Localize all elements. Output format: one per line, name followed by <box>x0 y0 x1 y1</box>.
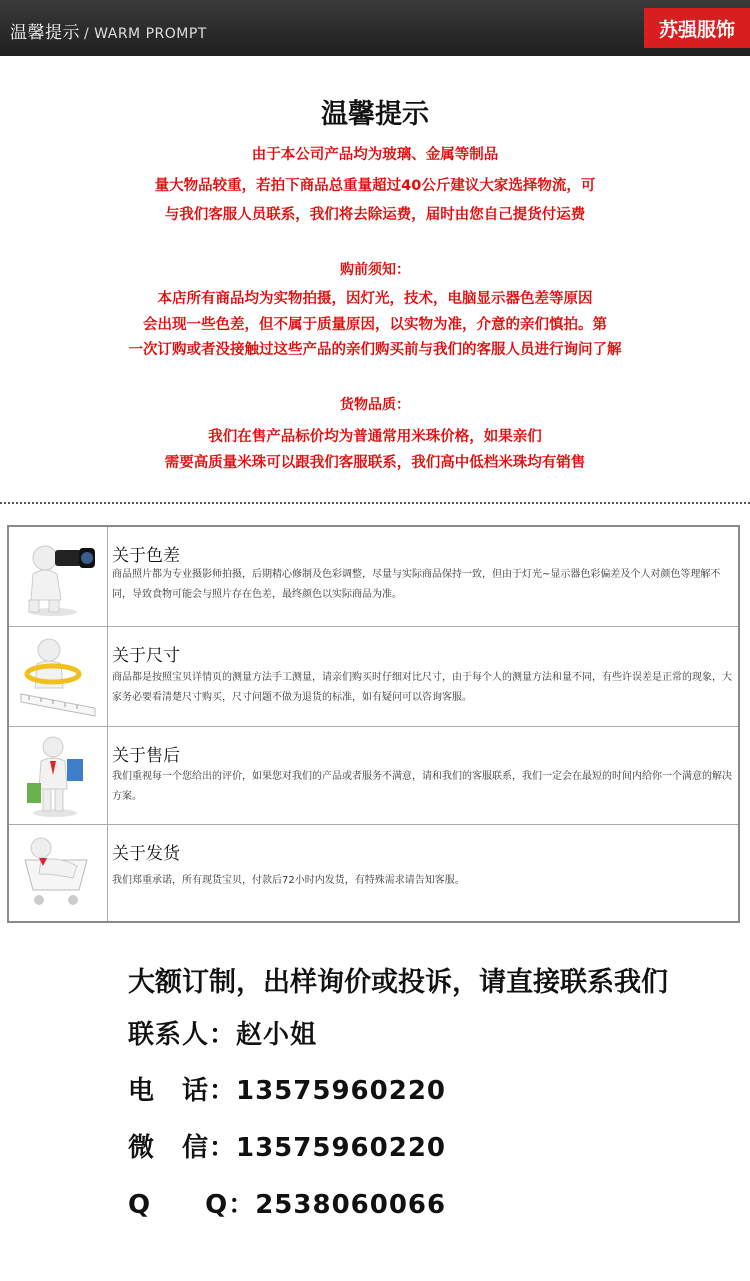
info-heading: 关于色差 <box>112 546 180 566</box>
top-header-bar <box>0 0 750 56</box>
dotted-divider <box>0 502 750 504</box>
info-text: 我们重视每一个您给出的评价，如果您对我们的产品或者服务不满意，请和我们的客服联系，我们一定会在最短的时间内给你一个满意的解决方案。 <box>112 771 732 802</box>
info-row-size <box>9 627 738 727</box>
notice-line: 量大物品较重，若拍下商品总重量超过40公斤建议大家选择物流，可 <box>154 178 596 194</box>
info-row-color <box>9 527 738 627</box>
header-subtitle: / WARM PROMPT <box>84 26 207 42</box>
contact-phone: 电 话：13575960220 <box>128 1076 446 1106</box>
notice-line: 我们在售产品标价均为普通常用米珠价格，如果亲们 <box>208 429 542 445</box>
info-text: 商品都是按照宝贝详情页的测量方法手工测量，请亲们购买时仔细对比尺寸，由于每个人的测量方法和量不同，有些许误差是正常的现象，大家务必要看清楚尺寸购买，尺寸问题不做为退货的标准，如有疑问可以咨询客服。 <box>112 672 732 703</box>
camera-person-icon <box>9 527 108 626</box>
contact-qq: Q Q：2538060066 <box>128 1190 447 1220</box>
info-text: 商品照片都为专业摄影师拍摄，后期精心修制及色彩调整，尽量与实际商品保持一致，但由于灯光~显示器色彩偏差及个人对颜色等理解不同，导致食物可能会与照片存在色差，最终颜色以实际商品为准。 <box>112 569 721 600</box>
notice-line: 由于本公司产品均为玻璃、金属等制品 <box>251 147 499 163</box>
contact-person: 联系人：赵小姐 <box>128 1020 318 1050</box>
notice-line: 一次订购或者没接触过这些产品的亲们购买前与我们的客服人员进行询问了解 <box>128 342 622 358</box>
notice-line: 与我们客服人员联系，我们将去除运费，届时由您自己提货付运费 <box>164 207 586 223</box>
quality-title: 货物品质： <box>340 397 410 413</box>
info-table <box>7 525 740 923</box>
info-text: 我们郑重承诺，所有现货宝贝，付款后72小时内发货，有特殊需求请告知客服。 <box>112 875 465 886</box>
info-row-shipping <box>9 825 738 921</box>
notice-line: 会出现一些色差，但不属于质量原因，以实物为准，介意的亲们慎拍。第 <box>143 317 607 333</box>
ruler-person-icon <box>9 627 108 726</box>
purchase-notice-title: 购前须知： <box>340 262 410 278</box>
cart-person-icon <box>9 825 108 921</box>
notice-line: 本店所有商品均为实物拍摄，因灯光，技术，电脑显示器色差等原因 <box>157 291 593 307</box>
info-heading: 关于尺寸 <box>112 646 180 666</box>
shopping-person-icon <box>9 727 108 824</box>
header-title <box>10 18 207 43</box>
info-row-aftersale <box>9 727 738 825</box>
info-heading: 关于发货 <box>112 844 180 864</box>
header-title-cn: 温馨提示 <box>10 23 80 43</box>
info-heading: 关于售后 <box>112 746 180 766</box>
contact-headline: 大额订制，出样询价或投诉，请直接联系我们 <box>128 967 668 998</box>
notice-title: 温馨提示 <box>321 99 429 130</box>
brand-badge: 苏强服饰 <box>644 8 750 48</box>
notice-line: 需要高质量米珠可以跟我们客服联系，我们高中低档米珠均有销售 <box>164 455 586 471</box>
contact-wechat: 微 信：13575960220 <box>128 1133 446 1163</box>
